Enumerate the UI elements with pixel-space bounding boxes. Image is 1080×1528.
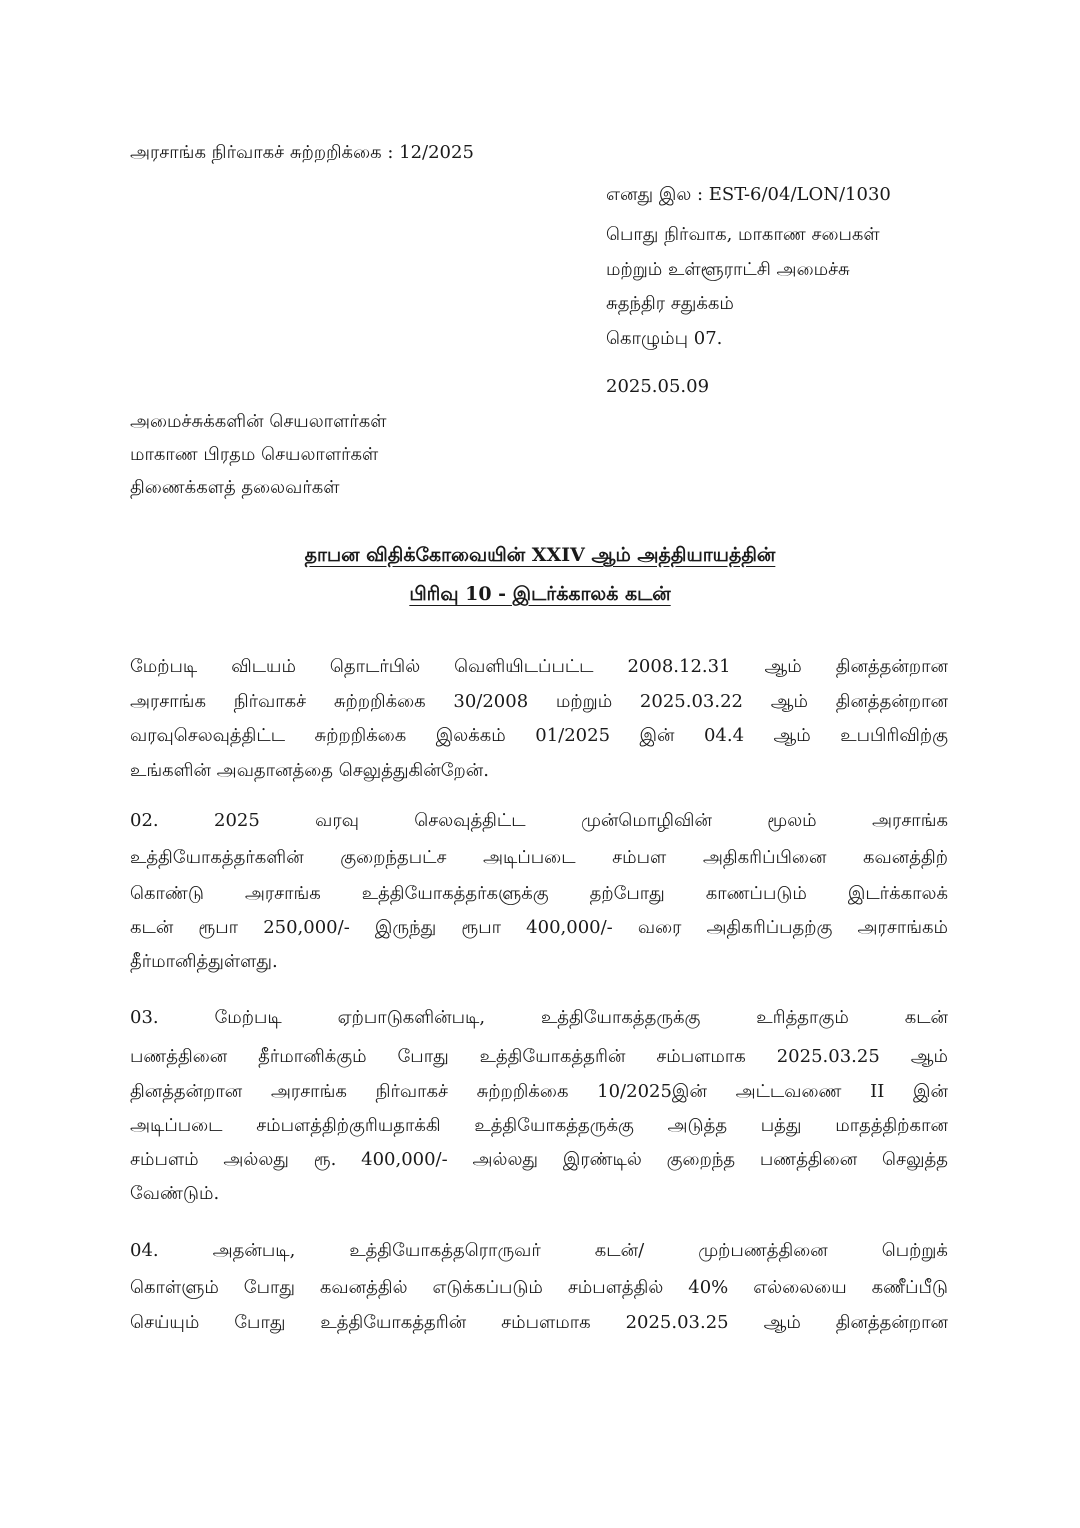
word: ஆம் xyxy=(773,725,811,746)
word: தினத்தன்றான xyxy=(835,1312,948,1333)
word: முற்பணத்தினை xyxy=(698,1240,828,1261)
word: செலுத்த xyxy=(881,1149,948,1170)
word: விடயம் xyxy=(231,656,296,677)
word: 2025.03.22 xyxy=(639,691,743,712)
word: ஏற்பாடுகளின்படி, xyxy=(337,1007,486,1028)
word: ஆம் xyxy=(763,1312,801,1333)
paragraph-line xyxy=(130,810,948,832)
word: 250,000/- xyxy=(263,917,350,938)
word: ஆம் xyxy=(770,691,808,712)
word: சுற்றறிக்கை xyxy=(476,1081,569,1102)
word: சம்பளமாக xyxy=(656,1046,746,1067)
word: சம்பள xyxy=(612,847,667,868)
word: காணப்படும் xyxy=(705,883,807,904)
word: அதிகரிப்பதற்கு xyxy=(706,917,833,938)
word: ரூபா xyxy=(461,917,502,938)
word: அடுத்த xyxy=(667,1115,728,1136)
word: இலக்கம் xyxy=(435,725,506,746)
word: சம்பளம் xyxy=(130,1149,199,1170)
word: 10/2025இன் xyxy=(597,1081,707,1102)
word: பணத்தினை xyxy=(759,1149,858,1170)
word: அல்லது xyxy=(223,1149,289,1170)
word: அதன்படி, xyxy=(212,1240,296,1261)
reference-number: எனது இல : EST-6/04/LON/1030 xyxy=(606,184,891,205)
word: அல்லது xyxy=(472,1149,539,1170)
ministry-line-2: மற்றும் உள்ளூராட்சி அமைச்சு xyxy=(606,259,850,280)
word: உத்தியோகத்தரின் xyxy=(479,1046,626,1067)
word: 400,000/- xyxy=(361,1149,448,1170)
paragraph-line xyxy=(130,691,948,713)
paragraph-last-line: தீர்மானித்துள்ளது. xyxy=(130,951,278,972)
word: 40% xyxy=(688,1277,729,1298)
paragraph-line xyxy=(130,1046,948,1068)
word: இன் xyxy=(913,1081,948,1102)
word: எல்லையை xyxy=(753,1277,847,1298)
word: செலவுத்திட்ட xyxy=(414,810,526,831)
word: மேற்படி xyxy=(214,1007,282,1028)
word: கடன்/ xyxy=(594,1240,645,1261)
word: 02. xyxy=(130,810,159,831)
word: இடர்க்காலக் xyxy=(847,883,948,904)
word: இன் xyxy=(639,725,675,746)
word: உத்தியோகத்தர்களின் xyxy=(130,847,304,868)
word: சம்பளத்தில் xyxy=(567,1277,664,1298)
word: போது xyxy=(234,1312,286,1333)
word: நிர்வாகச் xyxy=(375,1081,448,1102)
paragraph-last-line: உங்களின் அவதானத்தை செலுத்துகின்றேன். xyxy=(130,760,489,781)
word: இருந்து xyxy=(374,917,437,938)
recipient-line-2: மாகாண பிரதம செயலாளர்கள் xyxy=(130,444,379,465)
paragraph-last-line: வேண்டும். xyxy=(130,1183,220,1204)
word: உபபிரிவிற்கு xyxy=(840,725,948,746)
word: குறைந்த xyxy=(666,1149,736,1170)
word: ரூபா xyxy=(198,917,239,938)
word: 2008.12.31 xyxy=(627,656,731,677)
word: தினத்தன்றான xyxy=(835,656,948,677)
subject-title-line-1 xyxy=(0,543,1080,567)
word: உத்தியோகத்தரின் xyxy=(320,1312,467,1333)
word: வரை xyxy=(637,917,682,938)
subject-title-text-1: தாபன விதிக்கோவையின் XXIV ஆம் அத்தியாயத்தின் xyxy=(304,544,776,566)
paragraph-line xyxy=(130,847,948,869)
recipient-line-1: அமைச்சுக்களின் செயலாளர்கள் xyxy=(130,411,387,432)
paragraph-line xyxy=(130,725,948,747)
word: தினத்தன்றான xyxy=(130,1081,243,1102)
recipient-line-3: திணைக்களத் தலைவர்கள் xyxy=(130,477,340,498)
paragraph-line xyxy=(130,1312,948,1334)
word: வரவு xyxy=(315,810,359,831)
word: ஆம் xyxy=(910,1046,948,1067)
word: கவனத்திற் xyxy=(863,847,948,868)
word: II xyxy=(870,1081,885,1102)
word: அரசாங்கம் xyxy=(857,917,948,938)
subject-title-line-2 xyxy=(0,582,1080,606)
word: 400,000/- xyxy=(526,917,613,938)
word: கொள்ளும் xyxy=(130,1277,219,1298)
word: வெளியிடப்பட்ட xyxy=(454,656,594,677)
word: இரண்டில் xyxy=(562,1149,642,1170)
word: அதிகரிப்பினை xyxy=(702,847,827,868)
word: அரசாங்க xyxy=(872,810,948,831)
word: கவனத்தில் xyxy=(319,1277,408,1298)
word: மாதத்திற்கான xyxy=(835,1115,948,1136)
letter-date: 2025.05.09 xyxy=(606,376,710,397)
word: மூலம் xyxy=(767,810,817,831)
paragraph-line xyxy=(130,1240,948,1262)
word: 2025 xyxy=(214,810,260,831)
word: தொடர்பில் xyxy=(329,656,421,677)
subject-title-text-2: பிரிவு 10 - இடர்க்காலக் கடன் xyxy=(409,583,671,605)
word: குறைந்தபட்ச xyxy=(340,847,447,868)
word: ஆம் xyxy=(764,656,802,677)
word: மேற்படி xyxy=(130,656,198,677)
word: அரசாங்க xyxy=(244,883,321,904)
word: கடன் xyxy=(130,917,174,938)
word: போது xyxy=(397,1046,449,1067)
address-line-1: சுதந்திர சதுக்கம் xyxy=(606,293,734,314)
word: 30/2008 xyxy=(453,691,529,712)
word: உரித்தாகும் xyxy=(756,1007,849,1028)
paragraph-line xyxy=(130,656,948,678)
word: சுற்றறிக்கை xyxy=(314,725,407,746)
paragraph-line xyxy=(130,1149,948,1171)
word: கொண்டு xyxy=(130,883,204,904)
word: தற்போது xyxy=(589,883,665,904)
word: 04.4 xyxy=(703,725,745,746)
word: உத்தியோகத்தருக்கு xyxy=(540,1007,701,1028)
circular-number: அரசாங்க நிர்வாகச் சுற்றறிக்கை : 12/2025 xyxy=(130,142,474,163)
word: கணீப்பீடு xyxy=(871,1277,948,1298)
word: போது xyxy=(243,1277,295,1298)
word: எடுக்கப்படும் xyxy=(432,1277,543,1298)
word: நிர்வாகச் xyxy=(233,691,307,712)
paragraph-line xyxy=(130,1277,948,1299)
word: பெற்றுக் xyxy=(881,1240,948,1261)
paragraph-line xyxy=(130,1007,948,1029)
word: அரசாங்க xyxy=(130,691,206,712)
word: ரூ. xyxy=(313,1149,337,1170)
word: கடன் xyxy=(904,1007,948,1028)
ministry-line-1: பொது நிர்வாக, மாகாண சபைகள் xyxy=(606,224,880,245)
paragraph-line xyxy=(130,917,948,939)
word: உத்தியோகத்தருக்கு xyxy=(474,1115,634,1136)
word: தீர்மானிக்கும் xyxy=(258,1046,367,1067)
word: 01/2025 xyxy=(535,725,611,746)
word: பத்து xyxy=(760,1115,802,1136)
word: உத்தியோகத்தரொருவர் xyxy=(349,1240,541,1261)
word: 2025.03.25 xyxy=(625,1312,729,1333)
word: உத்தியோகத்தர்களுக்கு xyxy=(361,883,549,904)
word: வரவுசெலவுத்திட்ட xyxy=(130,725,286,746)
word: சம்பளத்திற்குரியதாக்கி xyxy=(256,1115,441,1136)
word: அட்டவணை xyxy=(735,1081,842,1102)
word: செய்யும் xyxy=(130,1312,200,1333)
word: 04. xyxy=(130,1240,159,1261)
word: அடிப்படை xyxy=(130,1115,223,1136)
address-line-2: கொழும்பு 07. xyxy=(606,328,723,349)
word: சம்பளமாக xyxy=(501,1312,591,1333)
word: முன்மொழிவின் xyxy=(580,810,712,831)
paragraph-line xyxy=(130,883,948,905)
word: மற்றும் xyxy=(555,691,613,712)
word: பணத்தினை xyxy=(130,1046,228,1067)
word: 03. xyxy=(130,1007,159,1028)
word: அரசாங்க xyxy=(270,1081,347,1102)
word: சுற்றறிக்கை xyxy=(333,691,426,712)
word: தினத்தன்றான xyxy=(835,691,948,712)
word: அடிப்படை xyxy=(483,847,576,868)
paragraph-line xyxy=(130,1081,948,1103)
paragraph-line xyxy=(130,1115,948,1137)
word: 2025.03.25 xyxy=(776,1046,880,1067)
